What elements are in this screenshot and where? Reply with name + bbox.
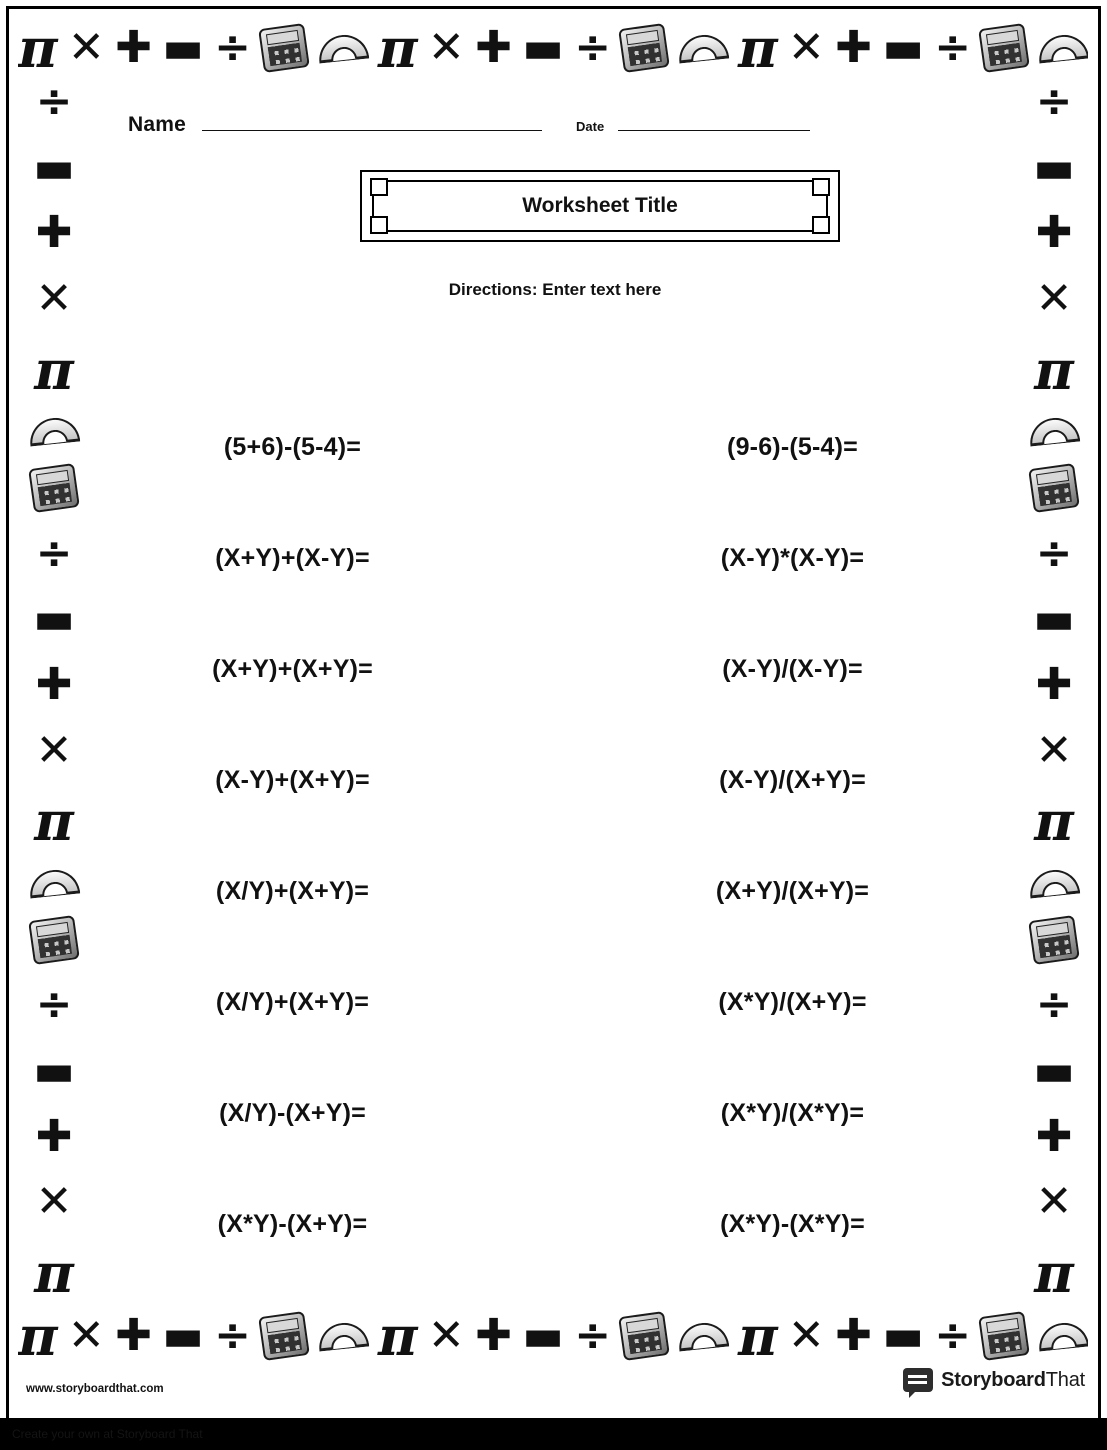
problem-text: (9-6)-(5-4)= xyxy=(727,433,858,461)
problem-item[interactable] xyxy=(100,836,555,947)
decorative-border-top xyxy=(18,12,1088,84)
minus-icon: ▬ xyxy=(33,1044,75,1096)
worksheet-title: Worksheet Title xyxy=(522,194,678,217)
divide-icon: ÷ xyxy=(934,1310,972,1361)
problem-text: (X+Y)/(X+Y)= xyxy=(715,877,870,905)
corner-mark-top-left xyxy=(370,178,388,196)
divide-icon: ÷ xyxy=(574,1310,612,1361)
pi-icon: π xyxy=(738,16,778,80)
divide-icon: ÷ xyxy=(35,979,73,1031)
student-info-row xyxy=(128,112,988,152)
calculator-icon xyxy=(619,1311,671,1361)
problem-item[interactable] xyxy=(100,392,555,503)
pi-icon: π xyxy=(34,1240,74,1300)
multiply-icon: ✕ xyxy=(787,22,825,73)
plus-icon: ✚ xyxy=(35,658,73,710)
problem-text: (X*Y)/(X*Y)= xyxy=(720,1099,865,1127)
divide-icon: ÷ xyxy=(1035,979,1073,1031)
protractor-icon xyxy=(1028,867,1080,898)
plus-icon: ✚ xyxy=(115,1310,152,1361)
problem-text: (X*Y)/(X+Y)= xyxy=(718,988,867,1016)
multiply-icon: ✕ xyxy=(427,1310,465,1361)
protractor-icon xyxy=(28,416,80,447)
problem-item[interactable] xyxy=(555,836,1010,947)
divide-icon: ÷ xyxy=(934,22,972,73)
plus-icon: ✚ xyxy=(1035,1110,1073,1162)
plus-icon: ✚ xyxy=(1035,658,1073,710)
minus-icon: ▬ xyxy=(33,593,75,645)
protractor-icon xyxy=(316,32,368,63)
problem-item[interactable] xyxy=(555,1169,1010,1280)
problem-item[interactable] xyxy=(555,1058,1010,1169)
plus-icon: ✚ xyxy=(35,207,73,259)
corner-mark-bottom-left xyxy=(370,216,388,234)
calculator-icon xyxy=(28,915,80,965)
pi-icon: π xyxy=(378,16,418,80)
plus-icon: ✚ xyxy=(115,22,152,73)
name-input-line[interactable] xyxy=(202,112,542,131)
calculator-icon xyxy=(979,1311,1031,1361)
name-label: Name xyxy=(128,113,186,136)
divide-icon: ÷ xyxy=(1035,80,1073,127)
minus-icon: ▬ xyxy=(882,1310,924,1361)
problem-text: (X*Y)-(X*Y)= xyxy=(720,1210,865,1238)
pi-icon: π xyxy=(1034,1240,1074,1300)
date-input-line[interactable] xyxy=(618,114,810,131)
pi-icon: π xyxy=(34,337,74,402)
plus-icon: ✚ xyxy=(475,1310,512,1361)
calculator-icon xyxy=(1028,463,1080,513)
problem-item[interactable] xyxy=(555,503,1010,614)
divide-icon: ÷ xyxy=(214,1310,252,1361)
speech-bubble-icon xyxy=(903,1368,933,1392)
brand-name xyxy=(941,1369,1085,1392)
directions-text[interactable]: Directions: Enter text here xyxy=(448,280,662,299)
decorative-border-right xyxy=(1016,80,1092,1300)
multiply-icon: ✕ xyxy=(427,22,465,73)
divide-icon: ÷ xyxy=(35,527,73,579)
problem-text: (X-Y)*(X-Y)= xyxy=(720,544,865,572)
problem-text: (X/Y)+(X+Y)= xyxy=(215,988,370,1016)
divide-icon: ÷ xyxy=(574,22,612,73)
problem-item[interactable] xyxy=(555,947,1010,1058)
problem-item[interactable] xyxy=(100,614,555,725)
problem-text: (X/Y)+(X+Y)= xyxy=(215,877,370,905)
problem-text: (X+Y)+(X-Y)= xyxy=(215,544,370,572)
calculator-icon xyxy=(259,1311,311,1361)
plus-icon: ✚ xyxy=(35,1110,73,1162)
multiply-icon: ✕ xyxy=(787,1310,825,1361)
problem-item[interactable] xyxy=(555,392,1010,503)
date-label: Date xyxy=(576,119,605,134)
calculator-icon xyxy=(259,23,311,73)
corner-mark-top-right xyxy=(812,178,830,196)
problem-item[interactable] xyxy=(100,725,555,836)
title-box[interactable] xyxy=(360,170,840,242)
corner-mark-bottom-right xyxy=(812,216,830,234)
footer-url[interactable]: www.storyboardthat.com xyxy=(26,1383,164,1395)
protractor-icon xyxy=(1037,1320,1088,1351)
minus-icon: ▬ xyxy=(162,22,204,73)
problem-text: (5+6)-(5-4)= xyxy=(223,433,362,461)
minus-icon: ▬ xyxy=(522,1310,564,1361)
pi-icon: π xyxy=(34,789,74,854)
calculator-icon xyxy=(619,23,671,73)
minus-icon: ▬ xyxy=(1033,141,1075,193)
multiply-icon: ✕ xyxy=(1035,1176,1073,1228)
worksheet-content xyxy=(100,92,1010,1300)
protractor-icon xyxy=(28,867,80,898)
brand-name-light: That xyxy=(1045,1368,1085,1391)
divide-icon: ÷ xyxy=(35,80,73,127)
minus-icon: ▬ xyxy=(882,22,924,73)
pi-icon: π xyxy=(1034,337,1074,402)
minus-icon: ▬ xyxy=(162,1310,204,1361)
protractor-icon xyxy=(677,32,729,63)
divide-icon: ÷ xyxy=(1035,527,1073,579)
problem-item[interactable] xyxy=(555,725,1010,836)
problem-text: (X-Y)/(X-Y)= xyxy=(722,655,863,683)
problem-text: (X-Y)+(X+Y)= xyxy=(215,766,370,794)
multiply-icon: ✕ xyxy=(67,22,105,73)
bottom-status-bar xyxy=(0,1418,1107,1450)
minus-icon: ▬ xyxy=(1033,593,1075,645)
problem-item[interactable] xyxy=(100,503,555,614)
plus-icon: ✚ xyxy=(1035,207,1073,259)
pi-icon: π xyxy=(18,16,58,80)
multiply-icon: ✕ xyxy=(35,724,73,776)
problem-text: (X+Y)+(X+Y)= xyxy=(212,655,373,683)
problem-item[interactable] xyxy=(555,614,1010,725)
pi-icon: π xyxy=(738,1304,778,1368)
protractor-icon xyxy=(316,1320,368,1351)
calculator-icon xyxy=(28,463,80,513)
protractor-icon xyxy=(1037,32,1088,63)
brand-logo[interactable] xyxy=(903,1368,1085,1392)
minus-icon: ▬ xyxy=(33,141,75,193)
calculator-icon xyxy=(979,23,1031,73)
bottom-bar-text: Create your own at Storyboard That xyxy=(12,1427,203,1441)
calculator-icon xyxy=(1028,915,1080,965)
divide-icon: ÷ xyxy=(214,22,252,73)
problem-text: (X-Y)/(X+Y)= xyxy=(719,766,866,794)
minus-icon: ▬ xyxy=(522,22,564,73)
plus-icon: ✚ xyxy=(475,22,512,73)
plus-icon: ✚ xyxy=(835,22,872,73)
problem-item[interactable] xyxy=(100,1058,555,1169)
minus-icon: ▬ xyxy=(1033,1044,1075,1096)
multiply-icon: ✕ xyxy=(1035,724,1073,776)
problem-item[interactable] xyxy=(100,947,555,1058)
decorative-border-bottom xyxy=(18,1300,1088,1372)
brand-name-bold: Storyboard xyxy=(941,1368,1046,1391)
protractor-icon xyxy=(677,1320,729,1351)
pi-icon: π xyxy=(18,1304,58,1368)
title-inner-frame xyxy=(372,180,828,232)
pi-icon: π xyxy=(1034,789,1074,854)
multiply-icon: ✕ xyxy=(35,1176,73,1228)
decorative-border-left xyxy=(16,80,92,1300)
plus-icon: ✚ xyxy=(835,1310,872,1361)
multiply-icon: ✕ xyxy=(35,272,73,324)
problem-text: (X/Y)-(X+Y)= xyxy=(219,1099,366,1127)
pi-icon: π xyxy=(378,1304,418,1368)
problems-grid xyxy=(100,392,1010,1280)
multiply-icon: ✕ xyxy=(1035,272,1073,324)
problem-text: (X*Y)-(X+Y)= xyxy=(217,1210,368,1238)
protractor-icon xyxy=(1028,416,1080,447)
multiply-icon: ✕ xyxy=(67,1310,105,1361)
problem-item[interactable] xyxy=(100,1169,555,1280)
